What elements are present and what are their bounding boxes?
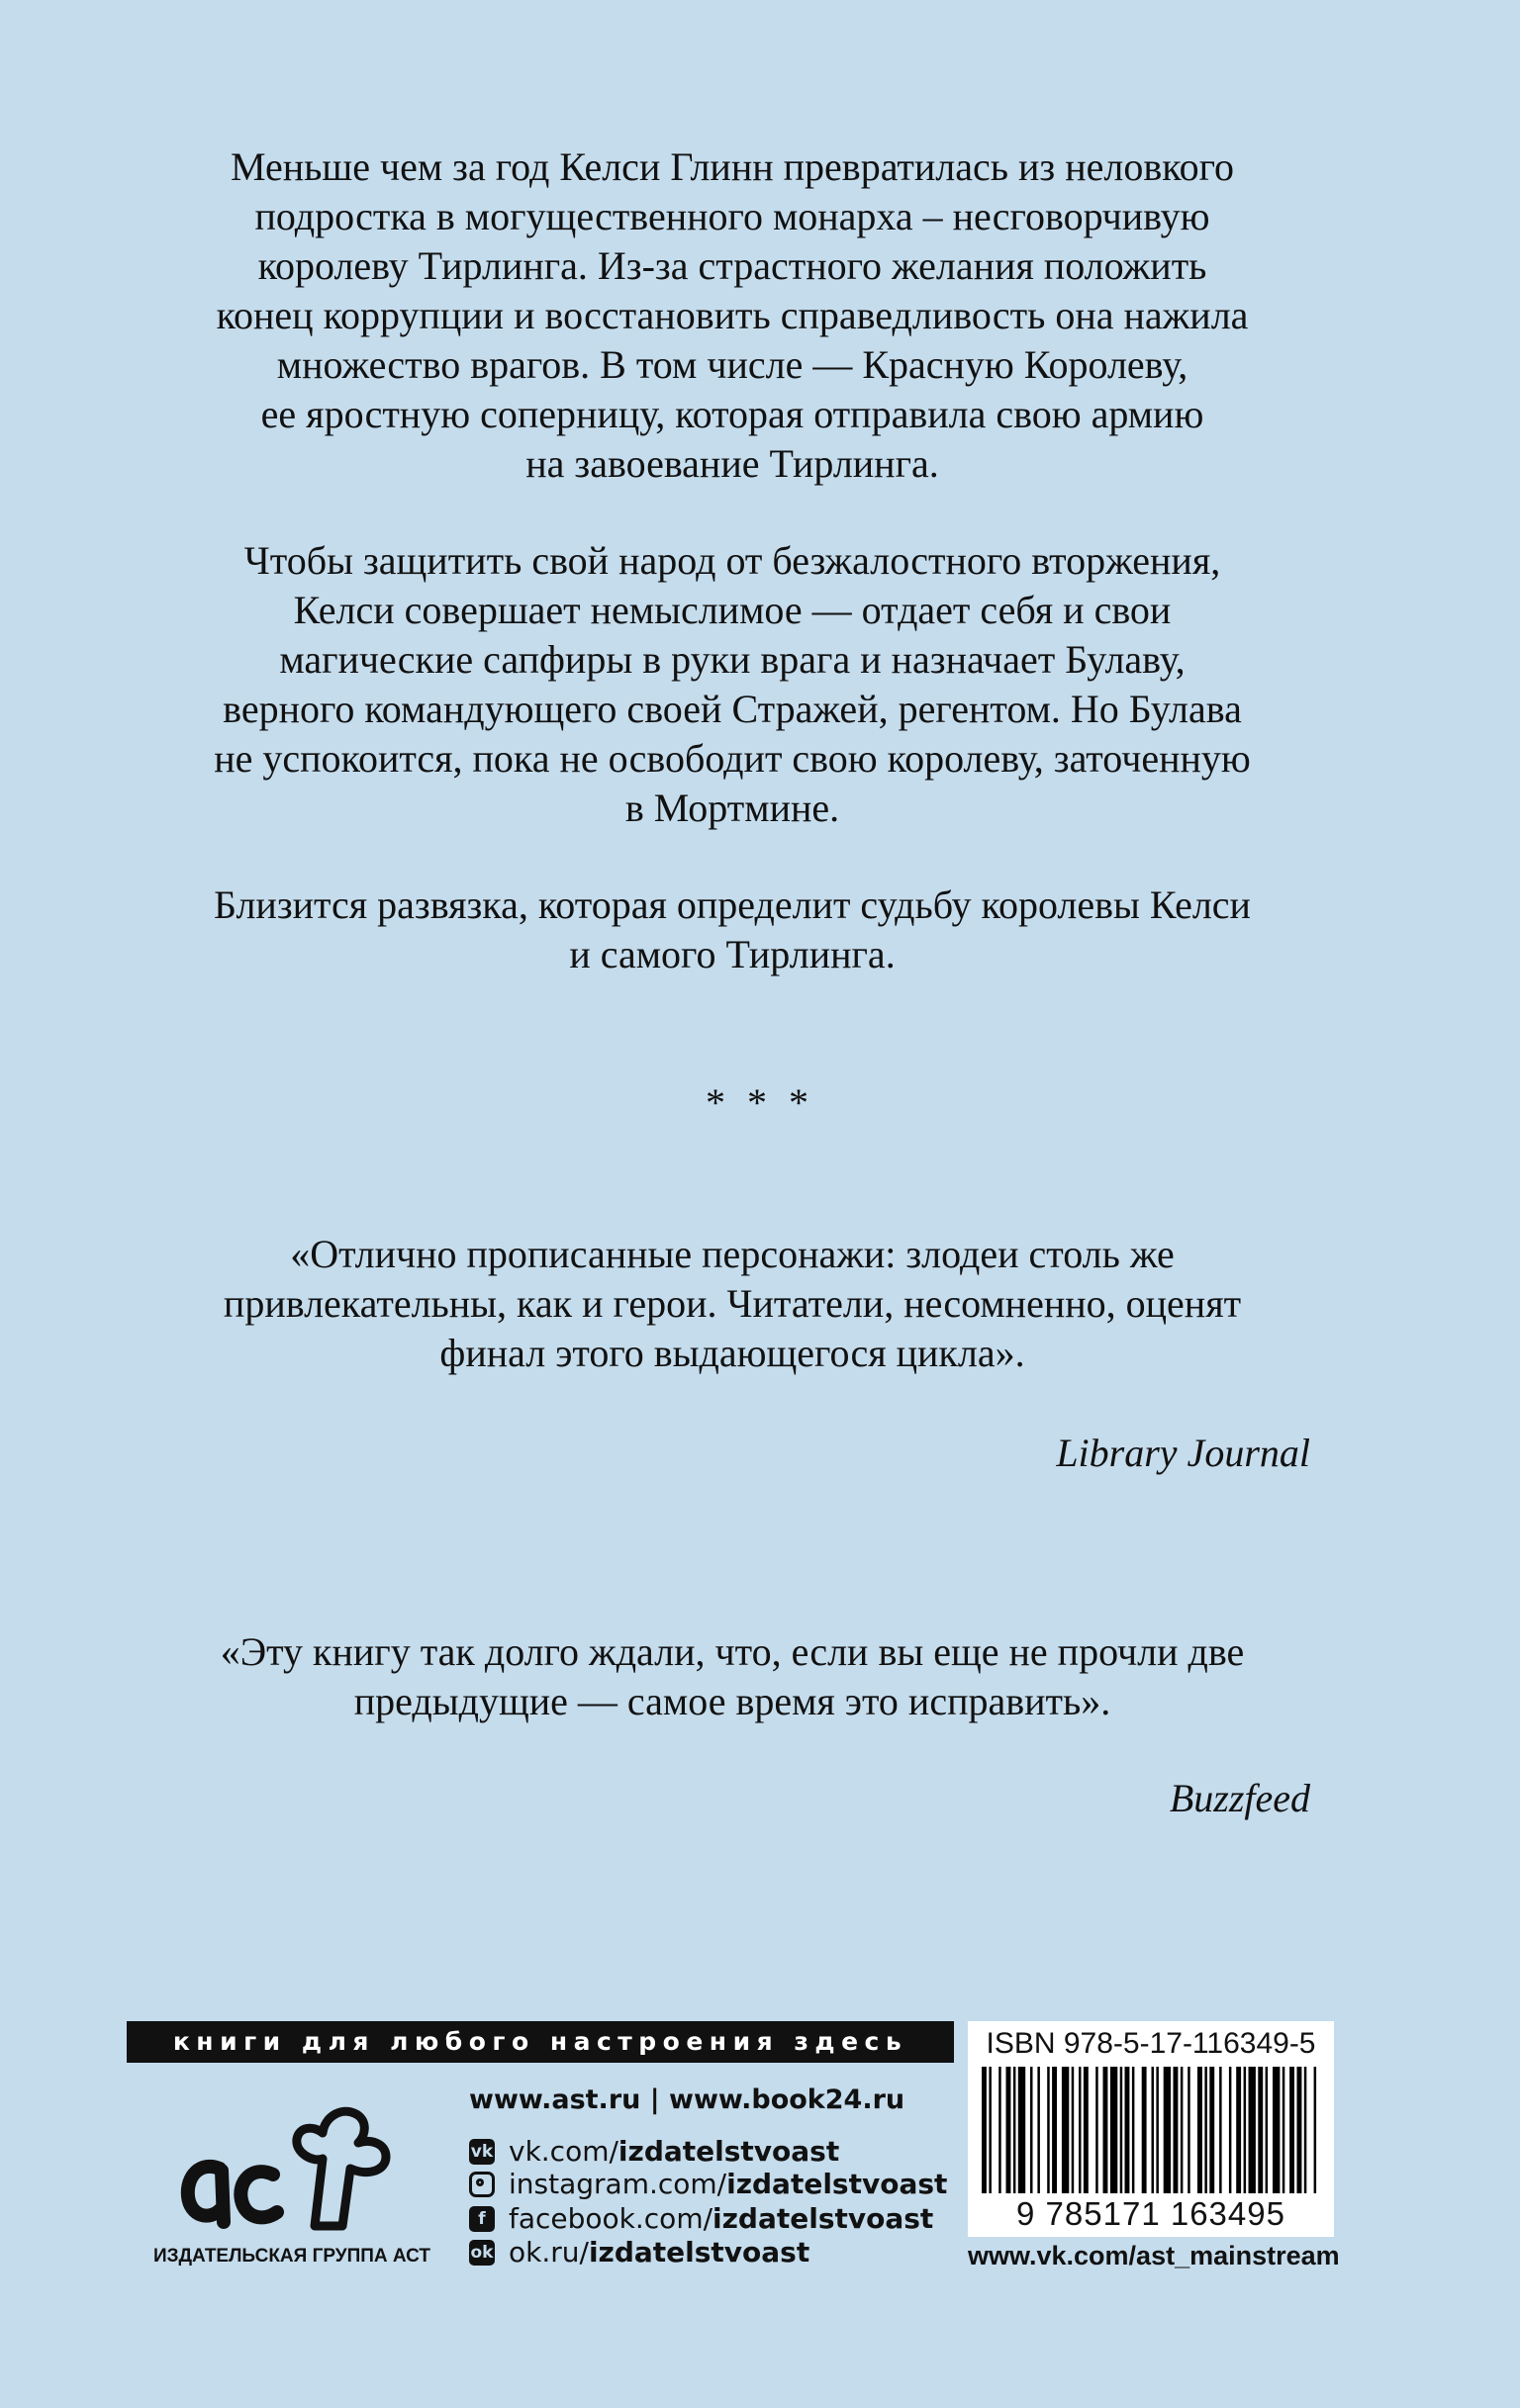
instagram-icon [469,2172,495,2197]
social-prefix: instagram.com/ [509,2168,727,2200]
isbn-barcode-block [968,2021,1334,2237]
isbn-number: ISBN 978-5-17-116349-5 [986,2027,1316,2060]
social-handle: izdatelstvoast [712,2202,934,2235]
facebook-icon: f [469,2206,495,2232]
vk-icon: vk [469,2139,495,2165]
review-source-1: Library Journal [1056,1431,1310,1475]
publisher-websites[interactable]: www.ast.ru | www.book24.ru [469,2084,905,2115]
review-quote-1: «Отлично прописанные персонажи: злодеи столь же привлекательны, как и герои. Читатели, несомненно, оценят финал этого выдающегося цикла». [223,1232,1242,1375]
vk-community-link[interactable]: www.vk.com/ast_mainstream [968,2241,1340,2270]
logo-caption: ИЗДАТЕЛЬСКАЯ ГРУППА АСТ [152,2246,431,2267]
social-prefix: facebook.com/ [509,2202,713,2235]
section-separator: * * * [706,1080,814,1125]
social-link-ok[interactable] [469,2236,809,2269]
description-paragraph-3: Близится развязка, которая определит судьбу королевы Келси и самого Тирлинга. [214,882,1251,976]
slogan-banner: книги для любого настроения здесь [127,2021,954,2063]
review-source-2: Buzzfeed [1169,1776,1310,1820]
social-handle: izdatelstvoast [618,2135,840,2168]
description-paragraph-1: Меньше чем за год Келси Глинн превратилась из неловкого подростка в могущественного монарха – несговорчивую королеву Тирлинга. Из-за страстного желания положить конец коррупции и восстановить справедливость она нажила множество врагов. В том числе — Красную Королеву, ее яростную соперницу, которая отправила свою армию на завоевание Тирлинга. [216,144,1249,486]
review-quote-2: «Эту книгу так долго ждали, что, если вы еще не прочли две предыдущие — самое время это исправить». [220,1629,1245,1723]
social-link-vk[interactable] [469,2135,839,2169]
barcode-digits: 9 785171 163495 [1016,2195,1285,2232]
social-link-facebook[interactable] [469,2202,933,2236]
social-prefix: ok.ru/ [509,2236,589,2269]
ok-icon: ok [469,2240,495,2266]
social-prefix: vk.com/ [509,2135,618,2168]
ast-logo-icon [148,2078,435,2246]
barcode-icon [976,2067,1326,2195]
social-handle: izdatelstvoast [726,2168,948,2200]
description-paragraph-2: Чтобы защитить свой народ от безжалостного вторжения, Келси совершает немыслимое — отдает себя и свои магические сапфиры в руки врага и назначает Булаву, верного командующего своей Стражей, регентом. Но Булава не успокоится, пока не освободит свою королеву, заточенную в Мортмине. [214,538,1251,830]
social-link-instagram[interactable] [469,2168,947,2201]
social-handle: izdatelstvoast [588,2236,810,2269]
